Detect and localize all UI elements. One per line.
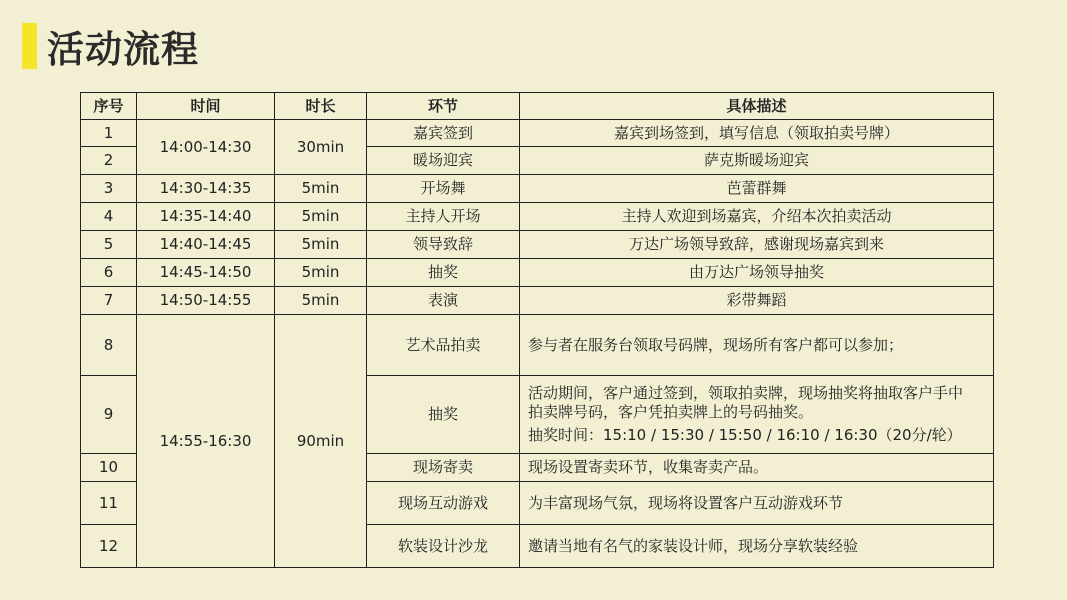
cell-description: [520, 376, 994, 454]
cell-duration: 5min: [275, 259, 367, 287]
cell-description: 参与者在服务台领取号码牌，现场所有客户都可以参加；: [520, 315, 994, 376]
cell-number: 1: [81, 120, 137, 147]
table-header-row: [81, 93, 994, 120]
cell-segment: 抽奖: [367, 376, 520, 454]
cell-description: 嘉宾到场签到，填写信息（领取拍卖号牌）: [520, 120, 994, 147]
header-time: 时间: [137, 93, 275, 120]
table-row: [81, 203, 994, 231]
cell-number: 3: [81, 175, 137, 203]
cell-description: 萨克斯暖场迎宾: [520, 147, 994, 175]
cell-description: 主持人欢迎到场嘉宾，介绍本次拍卖活动: [520, 203, 994, 231]
cell-description: 为丰富现场气氛，现场将设置客户互动游戏环节: [520, 482, 994, 525]
cell-duration: 5min: [275, 203, 367, 231]
cell-duration: 30min: [275, 120, 367, 175]
cell-duration: 5min: [275, 287, 367, 315]
cell-description: 现场设置寄卖环节，收集寄卖产品。: [520, 454, 994, 482]
page-header: [22, 22, 199, 70]
cell-segment: 现场寄卖: [367, 454, 520, 482]
cell-number: 10: [81, 454, 137, 482]
cell-number: 9: [81, 376, 137, 454]
cell-time: 14:55-16:30: [137, 315, 275, 568]
cell-segment: 软装设计沙龙: [367, 525, 520, 568]
cell-number: 7: [81, 287, 137, 315]
table-row: [81, 175, 994, 203]
cell-time: 14:00-14:30: [137, 120, 275, 175]
cell-segment: 表演: [367, 287, 520, 315]
cell-description: 彩带舞蹈: [520, 287, 994, 315]
cell-number: 8: [81, 315, 137, 376]
table-row: [81, 231, 994, 259]
cell-number: 5: [81, 231, 137, 259]
cell-number: 11: [81, 482, 137, 525]
cell-time: 14:50-14:55: [137, 287, 275, 315]
cell-duration: 5min: [275, 175, 367, 203]
header-number: 序号: [81, 93, 137, 120]
header-duration: 时长: [275, 93, 367, 120]
cell-time: 14:40-14:45: [137, 231, 275, 259]
header-segment: 环节: [367, 93, 520, 120]
description-line: 拍卖牌号码，客户凭拍卖牌上的号码抽奖。: [528, 403, 814, 421]
title-accent-bar: [22, 23, 37, 69]
cell-duration: 5min: [275, 231, 367, 259]
schedule-table: [80, 92, 994, 568]
cell-segment: 暖场迎宾: [367, 147, 520, 175]
table-row: [81, 287, 994, 315]
cell-segment: 现场互动游戏: [367, 482, 520, 525]
cell-time: 14:35-14:40: [137, 203, 275, 231]
cell-description: 邀请当地有名气的家装设计师，现场分享软装经验: [520, 525, 994, 568]
cell-description: 由万达广场领导抽奖: [520, 259, 994, 287]
cell-segment: 领导致辞: [367, 231, 520, 259]
cell-time: 14:30-14:35: [137, 175, 275, 203]
cell-number: 4: [81, 203, 137, 231]
page-title: 活动流程: [47, 28, 199, 71]
cell-description: 芭蕾群舞: [520, 175, 994, 203]
cell-segment: 主持人开场: [367, 203, 520, 231]
cell-time: 14:45-14:50: [137, 259, 275, 287]
description-line: 抽奖时间：15:10 / 15:30 / 15:50 / 16:10 / 16:30（20分/轮）: [528, 426, 962, 444]
cell-segment: 嘉宾签到: [367, 120, 520, 147]
header-description: 具体描述: [520, 93, 994, 120]
table-row: [81, 315, 994, 376]
cell-segment: 抽奖: [367, 259, 520, 287]
table-row: [81, 259, 994, 287]
description-line: 活动期间，客户通过签到，领取拍卖牌，现场抽奖将抽取客户手中: [528, 384, 964, 402]
cell-number: 6: [81, 259, 137, 287]
cell-segment: 艺术品拍卖: [367, 315, 520, 376]
table-row: [81, 120, 994, 147]
cell-number: 12: [81, 525, 137, 568]
cell-description: 万达广场领导致辞，感谢现场嘉宾到来: [520, 231, 994, 259]
cell-number: 2: [81, 147, 137, 175]
cell-duration: 90min: [275, 315, 367, 568]
cell-segment: 开场舞: [367, 175, 520, 203]
